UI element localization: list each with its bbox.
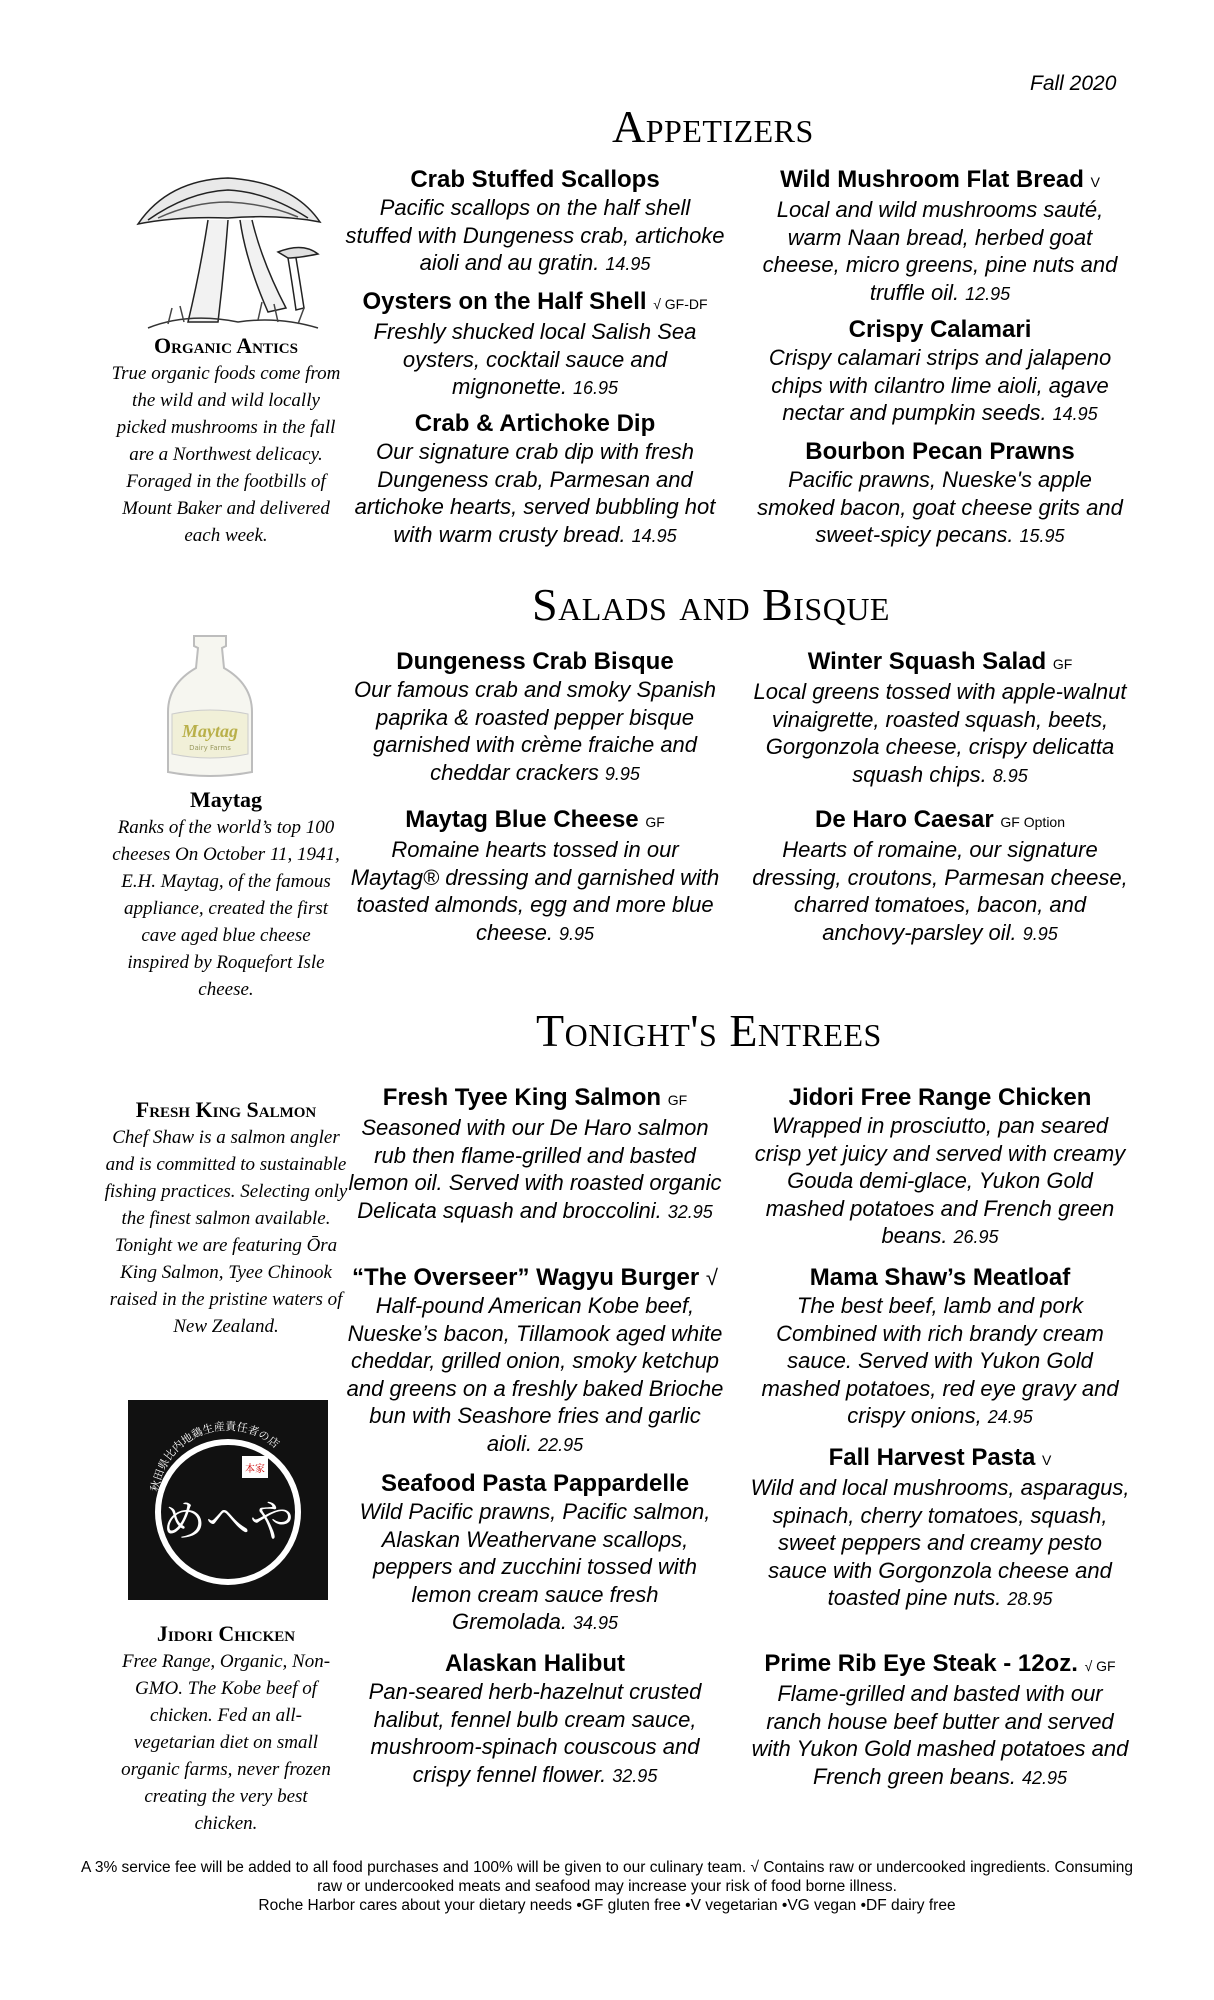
dietary-tag: V — [1042, 1452, 1052, 1468]
item-name: Prime Rib Eye Steak - 12oz. √ GF — [764, 1650, 1116, 1677]
item-name: Winter Squash Salad GF — [807, 648, 1073, 675]
menu-item — [750, 806, 1130, 948]
item-price: 32.95 — [667, 1201, 713, 1222]
item-price: 14.95 — [631, 525, 677, 546]
item-description: Pacific scallops on the half shell stuffed with Dungeness crab, artichoke aioli and au gratin. 14.95 — [345, 195, 725, 275]
menu-item — [345, 1470, 725, 1638]
section-title-entrees: Tonight's Entrees — [536, 1005, 882, 1056]
menu-item — [345, 1084, 725, 1226]
item-price: 24.95 — [987, 1407, 1033, 1427]
item-name: De Haro Caesar GF Option — [814, 806, 1066, 833]
sidebar-title: Organic Antics — [154, 333, 298, 358]
menu-item — [345, 1650, 725, 1790]
item-price: 9.95 — [1022, 923, 1058, 944]
item-description: Freshly shucked local Salish Sea oysters, cocktail sauce and mignonette. 16.95 — [373, 319, 697, 399]
sidebar-organic — [78, 332, 374, 549]
item-price: 14.95 — [1052, 404, 1098, 424]
item-description: Half-pound American Kobe beef, Nueske’s bacon, Tillamook aged white cheddar, grilled onion, smoky ketchup and greens on a freshly baked Brioche bun with Seashore fries and garlic aioli. 22.95 — [346, 1293, 724, 1456]
sidebar-text: Ranks of the world’s top 100 cheeses On October 11, 1941, E.H. Maytag, of the famous appliance, created the first cave aged blue cheese inspired by Roquefort Isle cheese. — [112, 817, 340, 1000]
item-name: Fall Harvest Pasta V — [828, 1444, 1052, 1471]
item-price: 9.95 — [604, 763, 640, 784]
item-price: 9.95 — [559, 923, 595, 944]
item-name: Alaskan Halibut — [444, 1650, 626, 1677]
dietary-tag: GF — [645, 814, 665, 830]
item-description: Local and wild mushrooms sauté, warm Naan bread, herbed goat cheese, micro greens, pine nuts and truffle oil. 12.95 — [762, 197, 1118, 305]
menu-item — [750, 316, 1130, 429]
item-description: The best beef, lamb and pork Combined with rich brandy cream sauce. Served with Yukon Gold mashed potatoes, red eye gravy and crispy onions, 24.95 — [761, 1293, 1119, 1428]
item-name: Dungeness Crab Bisque — [396, 648, 674, 675]
item-price: 26.95 — [953, 1227, 999, 1247]
sidebar-title: Jidori Chicken — [156, 1621, 296, 1646]
sidebar-maytag — [78, 786, 374, 1003]
sidebar-title: Fresh King Salmon — [135, 1097, 317, 1122]
item-price: 28.95 — [1007, 1589, 1053, 1609]
item-description: Local greens tossed with apple-walnut vinaigrette, roasted squash, beets, Gorgonzola cheese, crispy delicatta squash chips. 8.95 — [753, 679, 1127, 787]
item-description: Our famous crab and smoky Spanish paprika & roasted pepper bisque garnished with crème fraiche and cheddar crackers 9.95 — [354, 677, 716, 785]
sidebar-jidori — [78, 1620, 374, 1837]
item-description: Wild and local mushrooms, asparagus, spinach, cherry tomatoes, squash, sweet peppers and creamy pesto sauce with Gorgonzola cheese and toasted pine nuts. 28.95 — [750, 1475, 1130, 1610]
logo-seal-text: 本家 — [245, 1464, 265, 1475]
sidebar-salmon — [78, 1096, 374, 1340]
dietary-tag: V — [1090, 174, 1100, 190]
item-description: Wild Pacific prawns, Pacific salmon, Alaskan Weathervane scallops, peppers and zucchini tossed with lemon cream sauce fresh Gremolada. 34.95 — [359, 1499, 711, 1634]
menu-item — [750, 438, 1130, 551]
item-price: 12.95 — [965, 283, 1011, 304]
logo-arc-text: 秋田県比内地鶏生産責任者の店 — [148, 1419, 282, 1493]
item-name: Crab & Artichoke Dip — [414, 410, 656, 437]
menu-item — [750, 1444, 1130, 1614]
item-price: 8.95 — [992, 765, 1028, 786]
item-price: 22.95 — [538, 1434, 584, 1455]
item-price: 16.95 — [572, 378, 618, 398]
menu-item — [750, 1264, 1130, 1432]
menu-item — [345, 410, 725, 550]
menu-item — [345, 1264, 725, 1459]
item-description: Flame-grilled and basted with our ranch house beef butter and served with Yukon Gold mashed potatoes and French green beans. 42.95 — [751, 1681, 1129, 1789]
item-description: Our signature crab dip with fresh Dungeness crab, Parmesan and artichoke hearts, served bubbling hot with warm crusty bread. 14.95 — [354, 439, 716, 547]
item-description: Seasoned with our De Haro salmon rub then flame-grilled and basted lemon oil. Served with roasted organic Delicata squash and broccolini. 32.95 — [348, 1115, 722, 1223]
raw-mark: √ — [705, 1265, 718, 1290]
menu-item — [750, 1084, 1130, 1252]
item-price: 42.95 — [1021, 1767, 1068, 1788]
menu-item — [345, 166, 725, 279]
menu-item — [750, 1650, 1130, 1792]
logo-main-text: めへや — [162, 1496, 294, 1547]
menu-item — [750, 166, 1130, 308]
menu-item — [345, 648, 725, 788]
menu-item — [345, 288, 725, 403]
section-title-appetizers: Appetizers — [612, 101, 814, 152]
item-name: Seafood Pasta Pappardelle — [380, 1470, 690, 1497]
sidebar-text: Free Range, Organic, Non-GMO. The Kobe beef of chicken. Fed an all-vegetarian diet on small organic farms, never frozen creating the very best chicken. — [121, 1651, 331, 1834]
dietary-tag: √ GF — [1084, 1658, 1116, 1674]
item-name: Jidori Free Range Chicken — [788, 1084, 1092, 1111]
menu-item — [345, 806, 725, 948]
item-price: 34.95 — [572, 1613, 618, 1633]
maytag-bottle-image — [160, 632, 260, 780]
item-name: Mama Shaw’s Meatloaf — [809, 1264, 1071, 1291]
item-description: Romaine hearts tossed in our Maytag® dressing and garnished with toasted almonds, egg and more blue cheese. 9.95 — [350, 837, 720, 945]
item-price: 32.95 — [612, 1765, 658, 1786]
item-description: Crispy calamari strips and jalapeno chips with cilantro lime aioli, agave nectar and pumpkin seeds. 14.95 — [768, 345, 1112, 425]
item-name: “The Overseer” Wagyu Burger √ — [352, 1264, 718, 1291]
item-name: Wild Mushroom Flat Bread V — [780, 166, 1100, 193]
dietary-tag: GF — [1052, 656, 1073, 672]
footer-line-2: Roche Harbor cares about your dietary needs •GF gluten free •V vegetarian •VG vegan •DF dairy free — [258, 1897, 956, 1914]
menu-item — [750, 648, 1130, 790]
item-name: Fresh Tyee King Salmon GF — [382, 1084, 688, 1111]
item-description: Wrapped in prosciutto, pan seared crisp yet juicy and served with creamy Gouda demi-glace, Yukon Gold mashed potatoes and French green beans. 26.95 — [754, 1113, 1126, 1248]
dietary-tag: √ GF-DF — [653, 296, 708, 312]
bottle-label: Maytag — [182, 721, 238, 741]
item-price: 15.95 — [1019, 526, 1065, 546]
item-name: Crab Stuffed Scallops — [410, 166, 660, 193]
sidebar-title: Maytag — [189, 787, 263, 812]
item-description: Pan-seared herb-hazelnut crusted halibut, fennel bulb cream sauce, mushroom-spinach couscous and crispy fennel flower. 32.95 — [368, 1679, 702, 1787]
menu-season: Fall 2020 — [1030, 72, 1117, 95]
jidori-logo — [128, 1400, 328, 1600]
item-description: Hearts of romaine, our signature dressing, croutons, Parmesan cheese, charred tomatoes, bacon, and anchovy-parsley oil. 9.95 — [752, 837, 1128, 945]
footer-notice — [80, 1858, 1134, 1915]
dietary-tag: GF — [667, 1092, 688, 1108]
item-description: Pacific prawns, Nueske's apple smoked bacon, goat cheese grits and sweet-spicy pecans. 15.95 — [757, 467, 1123, 547]
sidebar-text: True organic foods come from the wild and wild locally picked mushrooms in the fall are a Northwest delicacy. Foraged in the footbills of Mount Baker and delivered each week. — [111, 363, 341, 546]
item-name: Bourbon Pecan Prawns — [805, 438, 1075, 465]
item-name: Maytag Blue Cheese GF — [405, 806, 665, 833]
sidebar-text: Chef Shaw is a salmon angler and is committed to sustainable fishing practices. Selecting only the finest salmon available. Tonight we are featuring Ōra King Salmon, Tyee Chinook raised in the pristine waters of New Zealand. — [104, 1127, 348, 1337]
item-price: 14.95 — [605, 254, 651, 274]
item-name: Oysters on the Half Shell √ GF-DF — [362, 288, 708, 315]
section-title-salads: Salads and Bisque — [532, 579, 890, 630]
dietary-tag: GF Option — [1000, 814, 1066, 830]
item-name: Crispy Calamari — [848, 316, 1032, 343]
bottle-sublabel: Dairy Farms — [189, 744, 231, 752]
footer-line-1: A 3% service fee will be added to all food purchases and 100% will be given to our culinary team. √ Contains raw or undercooked ingredients. Consuming raw or undercooked meats and seafood may increase your risk of food borne illness. — [81, 1859, 1133, 1895]
mushroom-illustration — [128, 162, 328, 334]
